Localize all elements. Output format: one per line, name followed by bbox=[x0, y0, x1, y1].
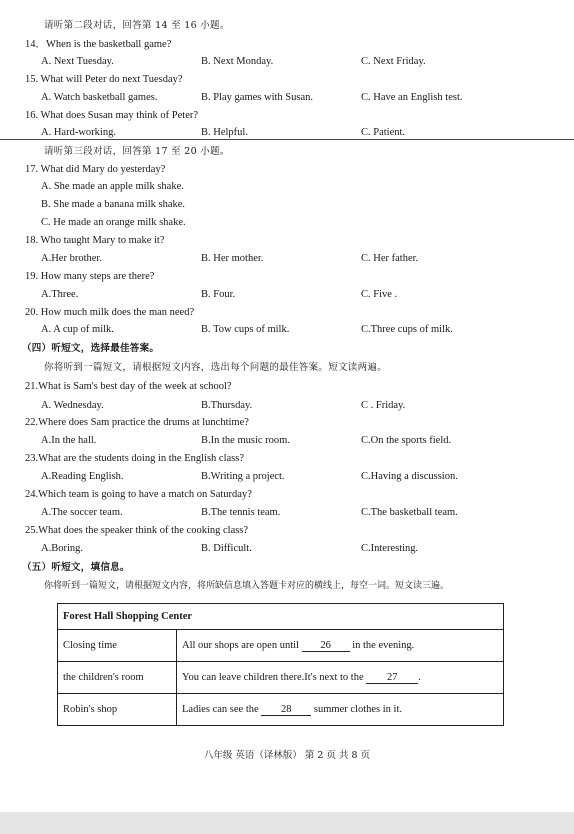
page-footer: 八年级 英语（译林版） 第 2 页 共 8 页 bbox=[203, 750, 371, 761]
table-header-row bbox=[58, 604, 504, 630]
option-17c: C. He made an orange milk shake. bbox=[41, 217, 186, 228]
option-22a: A.In the hall. bbox=[41, 435, 97, 446]
row-content bbox=[177, 694, 504, 726]
option-18a: A.Her brother. bbox=[41, 253, 102, 264]
question-22: 22.Where does Sam practice the drums at lunchtime? bbox=[25, 417, 249, 428]
question-18: 18. Who taught Mary to make it? bbox=[25, 235, 165, 246]
option-17b: B. She made a banana milk shake. bbox=[41, 199, 186, 210]
row-label: Robin's shop bbox=[58, 694, 177, 726]
question-16: 16. What does Susan may think of Peter? bbox=[25, 110, 199, 121]
option-15a: A. Watch basketball games. bbox=[41, 92, 158, 103]
section4-heading: （四）听短文，选择最佳答案。 bbox=[22, 343, 160, 354]
question-19: 19. How many steps are there? bbox=[25, 271, 155, 282]
option-21b: B.Thursday. bbox=[201, 400, 253, 411]
option-23b: B.Writing a project. bbox=[201, 471, 285, 482]
option-14c: C. Next Friday. bbox=[361, 56, 426, 67]
question-24: 24.Which team is going to have a match on Saturday? bbox=[25, 489, 252, 500]
option-19b: B. Four. bbox=[201, 289, 236, 300]
table-row bbox=[58, 630, 504, 662]
section3-instruction: 请听第三段对话，回答第 17 至 20 小题。 bbox=[44, 146, 230, 157]
option-25a: A.Boring. bbox=[41, 543, 83, 554]
option-14a: A. Next Tuesday. bbox=[41, 56, 114, 67]
info-table bbox=[57, 603, 504, 726]
row-text-after: summer clothes in it. bbox=[313, 703, 402, 715]
question-20: 20. How much milk does the man need? bbox=[25, 307, 195, 318]
question-15: 15. What will Peter do next Tuesday? bbox=[25, 74, 183, 85]
row-text-before: Ladies can see the bbox=[182, 703, 259, 715]
option-19c: C. Five . bbox=[361, 289, 398, 300]
answer-blank-26: 26 bbox=[302, 640, 350, 652]
table-row bbox=[58, 694, 504, 726]
question-23: 23.What are the students doing in the English class? bbox=[25, 453, 244, 464]
row-text-after: . bbox=[418, 671, 421, 683]
row-text-before: You can leave children there.It's next to the bbox=[182, 671, 364, 683]
row-label: the children's room bbox=[58, 662, 177, 694]
option-16c: C. Patient. bbox=[361, 127, 406, 138]
question-21: 21.What is Sam's best day of the week at school? bbox=[25, 381, 232, 392]
option-25b: B. Difficult. bbox=[201, 543, 252, 554]
option-23a: A.Reading English. bbox=[41, 471, 124, 482]
option-22b: B.In the music room. bbox=[201, 435, 290, 446]
option-19a: A.Three. bbox=[41, 289, 79, 300]
option-18c: C. Her father. bbox=[361, 253, 419, 264]
option-15c: C. Have an English test. bbox=[361, 92, 463, 103]
option-14b: B. Next Monday. bbox=[201, 56, 274, 67]
option-20a: A. A cup of milk. bbox=[41, 324, 114, 335]
answer-blank-27: 27 bbox=[366, 672, 418, 684]
option-24a: A.The soccer team. bbox=[41, 507, 123, 518]
option-24c: C.The basketball team. bbox=[361, 507, 458, 518]
option-21c: C . Friday. bbox=[361, 400, 406, 411]
section2-instruction: 请听第二段对话，回答第 14 至 16 小题。 bbox=[44, 20, 230, 31]
answer-blank-28: 28 bbox=[261, 704, 311, 716]
table-row bbox=[58, 662, 504, 694]
row-text-after: in the evening. bbox=[352, 639, 415, 651]
section5-instruction: 你将听到一篇短文，请根据短文内容，将所缺信息填入答题卡对应的横线上，每空一词。短文读三遍。 bbox=[44, 581, 450, 591]
row-label: Closing time bbox=[58, 630, 177, 662]
option-18b: B. Her mother. bbox=[201, 253, 264, 264]
question-17: 17. What did Mary do yesterday? bbox=[25, 164, 166, 175]
option-23c: C.Having a discussion. bbox=[361, 471, 458, 482]
question-25: 25.What does the speaker think of the cooking class? bbox=[25, 525, 249, 536]
option-20b: B. Tow cups of milk. bbox=[201, 324, 290, 335]
question-14: 14．When is the basketball game? bbox=[25, 39, 172, 50]
option-16b: B. Helpful. bbox=[201, 127, 248, 138]
option-25c: C.Interesting. bbox=[361, 543, 419, 554]
viewer-bottom-bar bbox=[0, 812, 574, 834]
option-17a: A. She made an apple milk shake. bbox=[41, 181, 184, 192]
option-21a: A. Wednesday. bbox=[41, 400, 104, 411]
option-16a: A. Hard-working. bbox=[41, 127, 116, 138]
option-22c: C.On the sports field. bbox=[361, 435, 452, 446]
table-title: Forest Hall Shopping Center bbox=[58, 604, 504, 630]
row-content bbox=[177, 662, 504, 694]
option-15b: B. Play games with Susan. bbox=[201, 92, 313, 103]
row-text-before: All our shops are open until bbox=[182, 639, 299, 651]
page-fold-line bbox=[0, 139, 574, 140]
section5-heading: （五）听短文，填信息。 bbox=[22, 562, 130, 573]
section4-instruction: 你将听到一篇短文，请根据短文内容，选出每个问题的最佳答案。短文读两遍。 bbox=[44, 362, 388, 373]
option-20c: C.Three cups of milk. bbox=[361, 324, 453, 335]
option-24b: B.The tennis team. bbox=[201, 507, 281, 518]
row-content bbox=[177, 630, 504, 662]
